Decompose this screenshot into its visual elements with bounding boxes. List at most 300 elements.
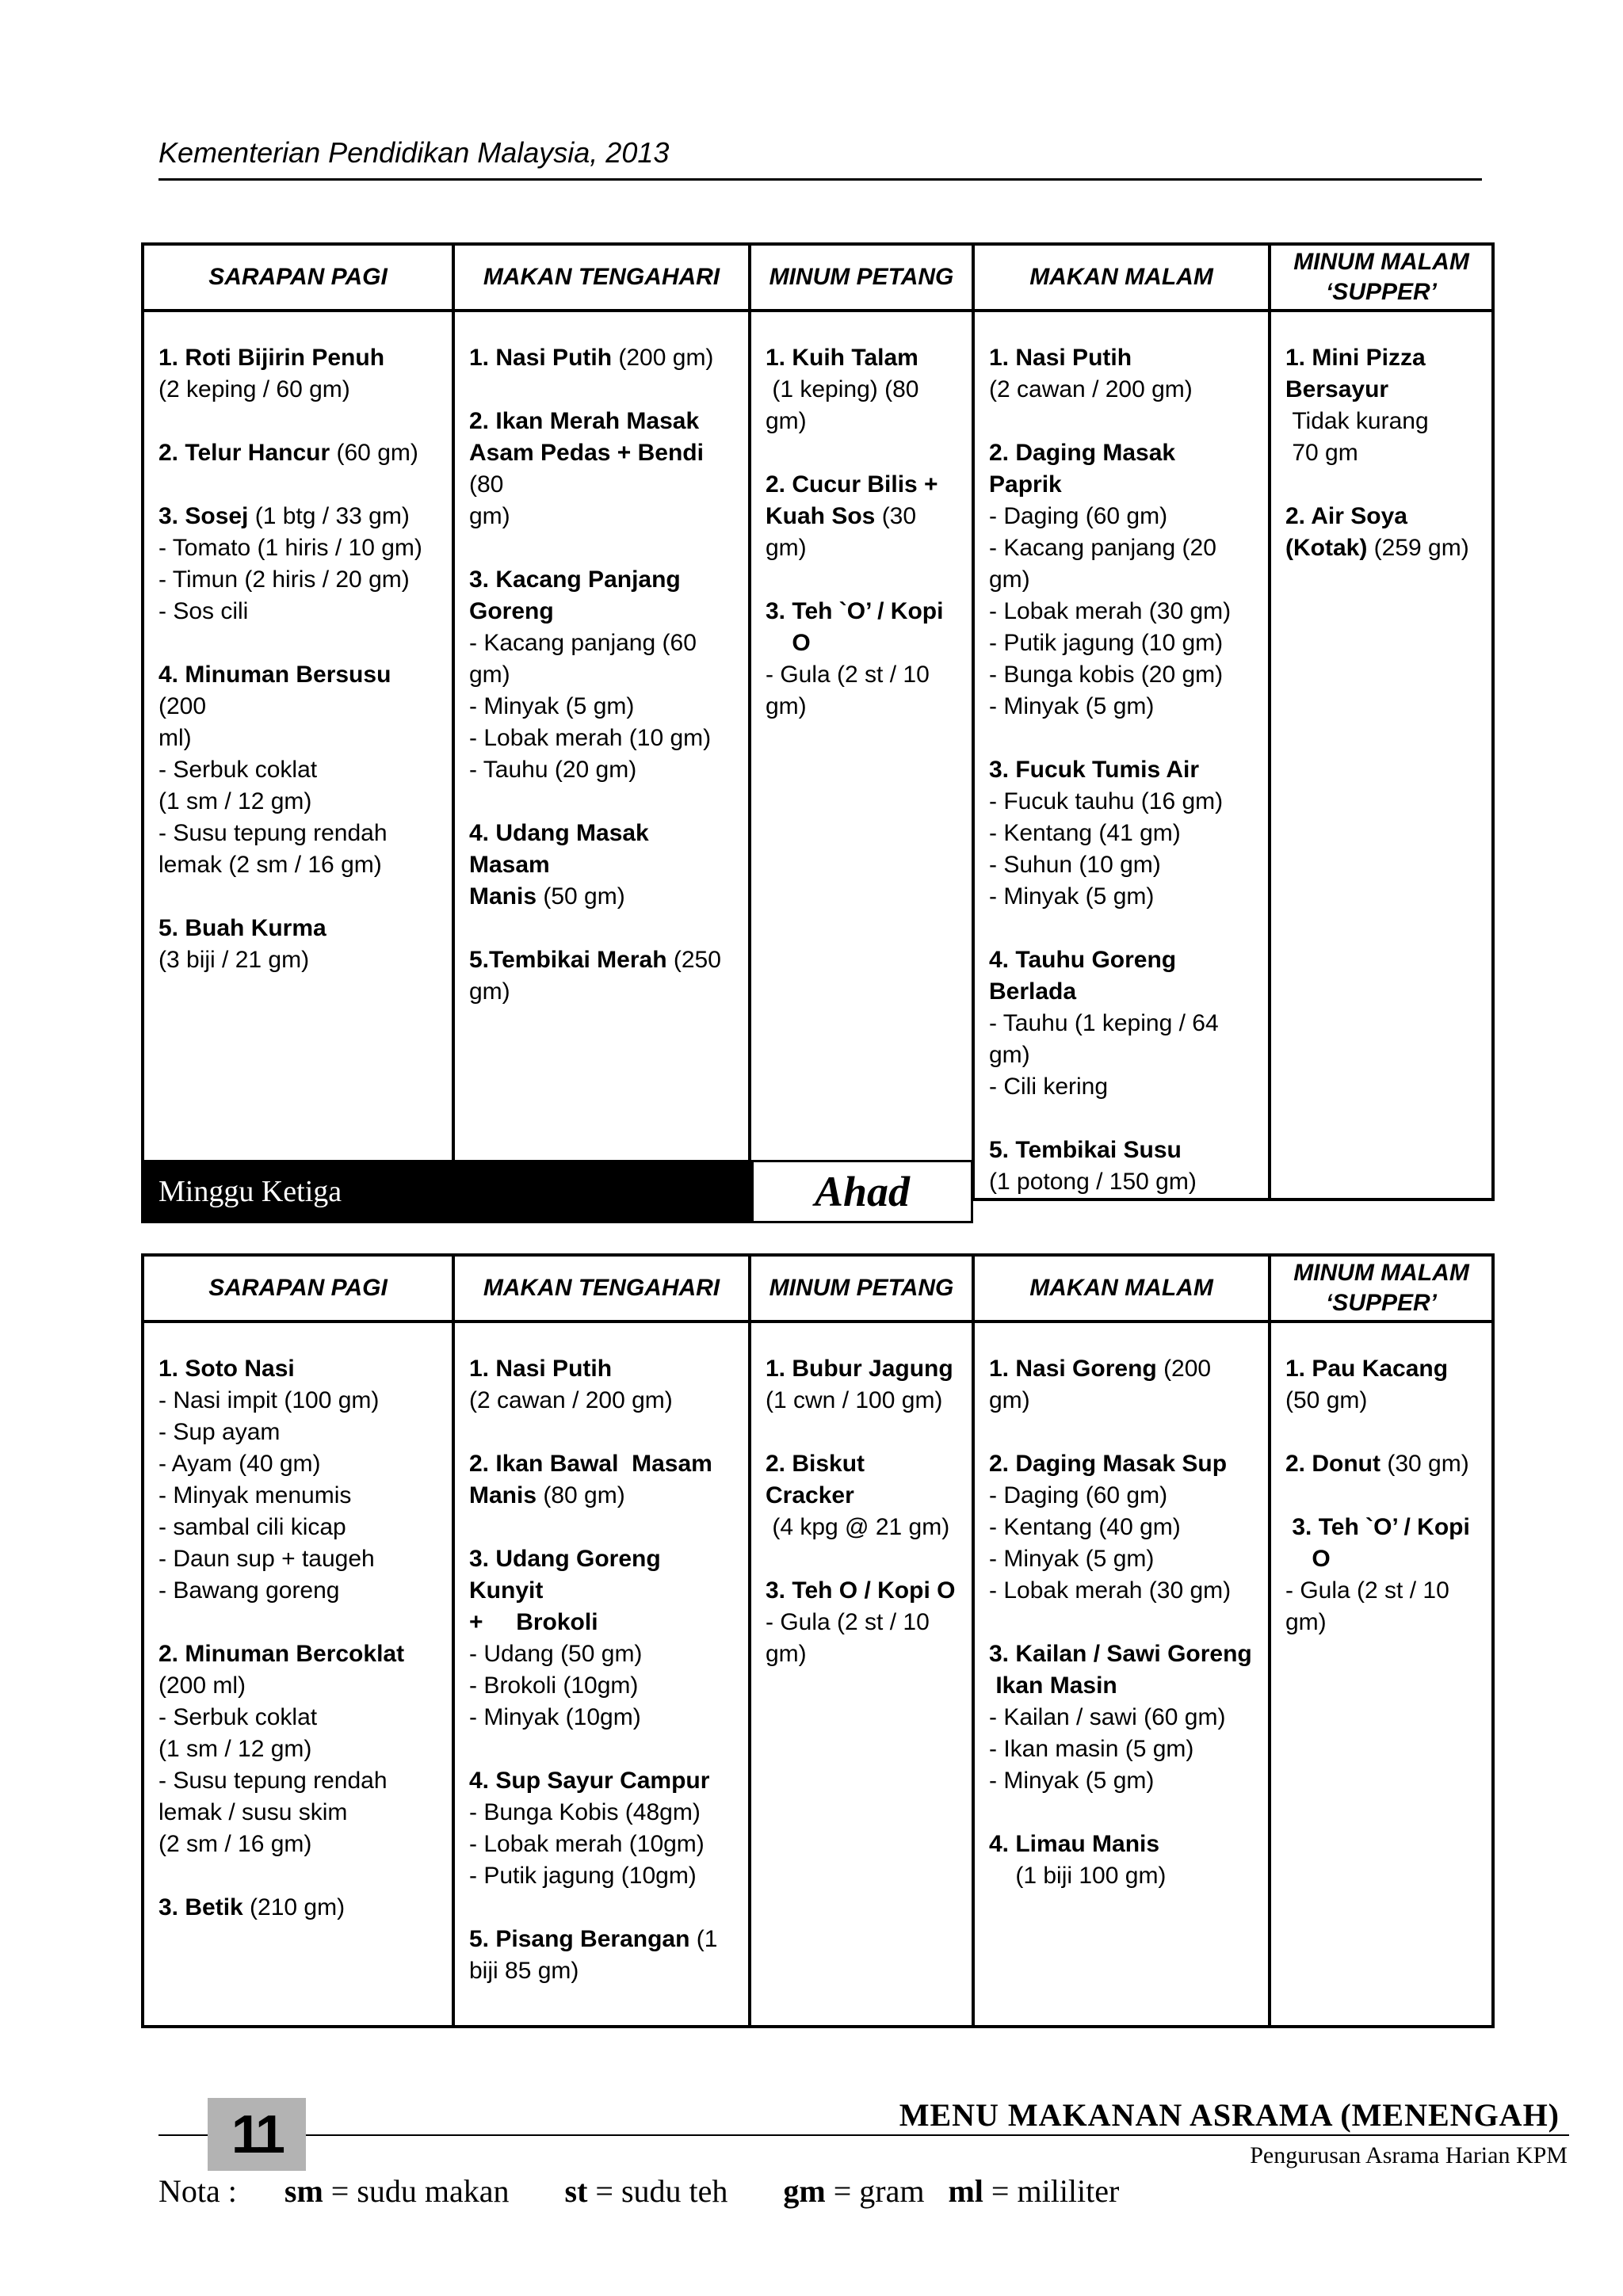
menu-line-bold: 2. Cucur Bilis +: [766, 471, 938, 498]
menu-line: [469, 723, 734, 754]
menu-line-bold: 5. Pisang Berangan: [469, 1926, 690, 1952]
menu-line-text: (1 btg / 33 gm): [248, 503, 410, 529]
menu-item: [766, 1448, 957, 1543]
menu-line-text: - Minyak menumis: [158, 1482, 352, 1508]
menu-line: [158, 374, 437, 406]
menu-line: [989, 627, 1254, 659]
menu-line-bold: Ikan Masin: [989, 1672, 1117, 1699]
menu-line-text: - Timun (2 hiris / 20 gm): [158, 566, 410, 593]
menu-line: [989, 1008, 1254, 1071]
menu-line: [158, 437, 437, 469]
nota-label: Nota :: [158, 2173, 237, 2209]
menu-line-bold: 2. Daging Masak Sup: [989, 1451, 1228, 1477]
menu-line: [766, 1512, 957, 1543]
menu-line-bold: Manis: [469, 883, 537, 910]
menu-line-text: - Bunga kobis (20 gm): [989, 662, 1224, 688]
menu-line-bold: Goreng: [469, 598, 554, 624]
menu-line-text: (1 biji 100 gm): [989, 1863, 1167, 1889]
menu-line: [989, 596, 1254, 627]
note-text: = sudu teh: [587, 2173, 728, 2209]
menu-line-bold: 1. Roti Bijirin Penuh: [158, 345, 385, 371]
menu-line-text: - Lobak merah (30 gm): [989, 598, 1232, 624]
menu-line-text: - Minyak (5 gm): [989, 1768, 1155, 1794]
menu-line-text: - Serbuk coklat: [158, 757, 318, 783]
col-header-makan-malam: MAKAN MALAM: [973, 1255, 1270, 1322]
menu-line-text: ml): [158, 725, 192, 751]
menu-line-bold: Asam Pedas + Bendi: [469, 440, 704, 466]
menu-line-text: (80 gm): [537, 1482, 625, 1508]
menu-line: [989, 342, 1254, 374]
menu-line-text: - Minyak (10gm): [469, 1704, 641, 1730]
menu-line: [1285, 1575, 1477, 1607]
menu-line-bold: O: [766, 630, 811, 656]
menu-item: [989, 944, 1254, 1103]
notes-legend: [158, 2172, 1119, 2210]
menu-line-text: lemak / susu skim: [158, 1799, 348, 1825]
menu-line: [766, 374, 957, 437]
menu-line-bold: 3. Teh O / Kopi O: [766, 1577, 956, 1604]
menu-line: [989, 849, 1254, 881]
menu-item: [766, 596, 957, 723]
menu-item: [766, 342, 957, 437]
cell-sarapan-pagi: [143, 311, 453, 1199]
menu-line-bold: 3. Teh `O’ / Kopi: [766, 598, 944, 624]
menu-line-text: - Nasi impit (100 gm): [158, 1387, 380, 1413]
menu-line-text: (1 sm / 12 gm): [158, 1736, 312, 1762]
menu-line: [158, 1702, 437, 1733]
page-number: 11: [208, 2098, 306, 2171]
note-abbr: st: [564, 2173, 588, 2209]
menu-line: [469, 627, 734, 691]
menu-line: [766, 1607, 957, 1638]
menu-line: [989, 1135, 1254, 1166]
menu-item: [469, 1765, 734, 1892]
menu-line: [158, 501, 437, 532]
menu-line-bold: 4. Tauhu Goreng: [989, 947, 1177, 973]
menu-line: [469, 1702, 734, 1733]
menu-line-text: - Sup ayam: [158, 1419, 281, 1445]
menu-line: [158, 1353, 437, 1385]
menu-line-text: (200 ml): [158, 1672, 246, 1699]
menu-line: [989, 1543, 1254, 1575]
menu-item: [989, 1829, 1254, 1892]
menu-item: [989, 437, 1254, 723]
menu-line-bold: 4. Limau Manis: [989, 1831, 1160, 1857]
menu-line-text: - Daging (60 gm): [989, 1482, 1168, 1508]
menu-line: [469, 1955, 734, 1987]
menu-line-bold: 3. Kailan / Sawi Goreng: [989, 1641, 1252, 1667]
menu-line: [469, 342, 734, 374]
menu-table-ahad: [141, 1253, 1495, 2028]
menu-line-text: - Suhun (10 gm): [989, 852, 1161, 878]
menu-item: [1285, 501, 1477, 564]
menu-line: [469, 691, 734, 723]
menu-item: [1285, 1512, 1477, 1638]
menu-line: [158, 1543, 437, 1575]
col-header-makan-tengahari: MAKAN TENGAHARI: [453, 244, 750, 311]
menu-item: [766, 1353, 957, 1417]
menu-line: [766, 342, 957, 374]
menu-line: [1285, 532, 1477, 564]
menu-line: [469, 1860, 734, 1892]
menu-line-bold: 1. Kuih Talam: [766, 345, 918, 371]
menu-line-bold: 1. Nasi Putih: [469, 1356, 613, 1382]
menu-line-text: (1 keping) (80 gm): [766, 376, 926, 434]
col-header-minum-malam-supper: MINUM MALAM ‘SUPPER’: [1270, 244, 1493, 311]
menu-line: [469, 406, 734, 437]
menu-line: [469, 818, 734, 881]
menu-line-text: gm): [766, 693, 807, 719]
menu-line: [158, 532, 437, 564]
col-header-minum-petang: MINUM PETANG: [750, 1255, 973, 1322]
menu-line-text: (30 gm): [1381, 1451, 1469, 1477]
menu-line-text: (2 keping / 60 gm): [158, 376, 350, 402]
menu-line-bold: 5. Tembikai Susu: [989, 1137, 1182, 1163]
menu-item: [158, 913, 437, 976]
menu-line: [1285, 374, 1477, 406]
menu-line-bold: 3. Betik: [158, 1894, 243, 1920]
menu-line: [158, 1733, 437, 1765]
menu-line-bold: 1. Soto Nasi: [158, 1356, 295, 1382]
menu-line-text: biji 85 gm): [469, 1958, 579, 1984]
col-header-minum-petang: MINUM PETANG: [750, 244, 973, 311]
menu-line-bold: 2. Ikan Bawal Masam: [469, 1451, 712, 1477]
menu-item: [158, 501, 437, 627]
menu-line-bold: 4. Sup Sayur Campur: [469, 1768, 710, 1794]
menu-line-text: - Serbuk coklat: [158, 1704, 318, 1730]
menu-item: [158, 659, 437, 881]
menu-line-text: - Bawang goreng: [158, 1577, 340, 1604]
menu-line: [158, 818, 437, 849]
menu-line: [989, 754, 1254, 786]
menu-line-text: - sambal cili kicap: [158, 1514, 346, 1540]
menu-line: [989, 786, 1254, 818]
menu-line-text: - Susu tepung rendah: [158, 820, 388, 846]
menu-line-bold: 1. Pau Kacang: [1285, 1356, 1449, 1382]
menu-line-text: gm): [469, 978, 510, 1005]
menu-line: [989, 944, 1254, 976]
menu-item: [158, 1892, 437, 1924]
col-header-minum-malam-supper: MINUM MALAM ‘SUPPER’: [1270, 1255, 1493, 1322]
menu-line-text: - Kailan / sawi (60 gm): [989, 1704, 1226, 1730]
menu-line: [989, 1575, 1254, 1607]
menu-line: [766, 1385, 957, 1417]
menu-line: [469, 976, 734, 1008]
menu-item: [1285, 342, 1477, 469]
menu-line: [158, 659, 437, 723]
menu-item: [989, 1638, 1254, 1797]
menu-line: [766, 1448, 957, 1512]
menu-line-bold: 3. Kacang Panjang: [469, 566, 681, 593]
menu-line-text: (30 gm): [766, 503, 923, 561]
menu-line: [766, 501, 957, 564]
menu-line-bold: 3. Teh `O’ / Kopi: [1285, 1514, 1470, 1540]
menu-line-text: - Minyak (5 gm): [989, 1546, 1155, 1572]
menu-line-text: - Daging (60 gm): [989, 503, 1168, 529]
menu-line: [989, 1829, 1254, 1860]
menu-line-bold: Manis: [469, 1482, 537, 1508]
menu-line-bold: 1. Nasi Putih: [469, 345, 613, 371]
menu-line: [469, 944, 734, 976]
menu-line: [1285, 406, 1477, 437]
menu-item: [158, 1638, 437, 1860]
menu-line-text: - Kacang panjang (20 gm): [989, 535, 1224, 593]
menu-line-text: gm): [1285, 1609, 1327, 1635]
menu-line: [989, 1480, 1254, 1512]
menu-line: [989, 1765, 1254, 1797]
menu-line: [158, 564, 437, 596]
menu-line: [989, 437, 1254, 501]
cell-makan-malam: [973, 1322, 1270, 2027]
menu-item: [469, 1543, 734, 1733]
menu-line-text: 70 gm: [1285, 440, 1358, 466]
week-label: Minggu Ketiga: [158, 1175, 342, 1208]
menu-line-bold: 2. Telur Hancur: [158, 440, 330, 466]
menu-line: [158, 1448, 437, 1480]
menu-line: [469, 596, 734, 627]
menu-line-text: gm): [766, 1641, 807, 1667]
menu-item: [469, 564, 734, 786]
menu-line-bold: O: [1285, 1546, 1331, 1572]
menu-item: [469, 1924, 734, 1987]
menu-line-text: - Lobak merah (10gm): [469, 1831, 705, 1857]
menu-item: [469, 342, 734, 374]
menu-line: [989, 1733, 1254, 1765]
menu-line: [469, 754, 734, 786]
menu-line: [989, 374, 1254, 406]
menu-line-text: - Ikan masin (5 gm): [989, 1736, 1194, 1762]
menu-line-text: - Gula (2 st / 10: [766, 662, 930, 688]
menu-line: [469, 1353, 734, 1385]
menu-line-text: - Fucuk tauhu (16 gm): [989, 788, 1224, 814]
menu-line-bold: 2. Donut: [1285, 1451, 1381, 1477]
menu-line-bold: (Kotak): [1285, 535, 1368, 561]
menu-line-text: - Kacang panjang (60 gm): [469, 630, 704, 688]
menu-line-text: (250: [666, 947, 721, 973]
menu-line: [1285, 1607, 1477, 1638]
menu-line: [469, 1797, 734, 1829]
menu-line-text: - Tomato (1 hiris / 10 gm): [158, 535, 422, 561]
menu-line-text: - Tauhu (20 gm): [469, 757, 637, 783]
menu-line: [989, 1860, 1254, 1892]
menu-item: [158, 342, 437, 406]
menu-line: [989, 1670, 1254, 1702]
menu-line-bold: 4. Minuman Bersusu: [158, 662, 391, 688]
menu-item: [1285, 1448, 1477, 1480]
menu-line-text: - Bunga Kobis (48gm): [469, 1799, 701, 1825]
cell-makan-malam: [973, 311, 1270, 1199]
menu-line-text: (4 kpg @ 21 gm): [766, 1514, 950, 1540]
menu-item: [989, 342, 1254, 406]
menu-line: [469, 1448, 734, 1480]
menu-line: [469, 1607, 734, 1638]
menu-line-text: (200 gm): [989, 1356, 1218, 1413]
menu-line-text: (200 gm): [612, 345, 714, 371]
menu-line-text: gm): [469, 503, 510, 529]
note-text: = mililiter: [983, 2173, 1120, 2209]
menu-line-bold: 3. Sosej: [158, 503, 249, 529]
menu-line-bold: 1. Nasi Putih: [989, 345, 1132, 371]
menu-line: [158, 754, 437, 786]
menu-line: [469, 1765, 734, 1797]
menu-line-bold: 2. Air Soya: [1285, 503, 1407, 529]
menu-item: [158, 437, 437, 469]
menu-line-text: - Udang (50 gm): [469, 1641, 643, 1667]
menu-line: [158, 1765, 437, 1797]
menu-line-text: lemak (2 sm / 16 gm): [158, 852, 382, 878]
menu-line-text: - Ayam (40 gm): [158, 1451, 321, 1477]
menu-line: [158, 723, 437, 754]
menu-item: [989, 1353, 1254, 1417]
menu-line: [1285, 1385, 1477, 1417]
menu-line: [989, 1638, 1254, 1670]
menu-line-bold: 4. Udang Masak Masam: [469, 820, 656, 878]
menu-line-text: (1 potong / 150 gm): [989, 1169, 1197, 1195]
header-rule: [158, 178, 1482, 181]
menu-line: [1285, 1543, 1477, 1575]
menu-line-text: - Minyak (5 gm): [989, 693, 1155, 719]
menu-line: [469, 1924, 734, 1955]
menu-line: [766, 627, 957, 659]
footer-title: MENU MAKANAN ASRAMA (MENENGAH): [899, 2097, 1560, 2133]
note-abbr: ml: [948, 2173, 983, 2209]
menu-line: [158, 849, 437, 881]
menu-line: [989, 532, 1254, 596]
menu-line: [158, 342, 437, 374]
menu-line-text: (1 sm / 12 gm): [158, 788, 312, 814]
menu-line: [158, 1892, 437, 1924]
cell-makan-tengahari: [453, 1322, 750, 2027]
menu-line: [469, 1829, 734, 1860]
menu-line: [766, 1638, 957, 1670]
footer-subtitle: Pengurusan Asrama Harian KPM: [1250, 2142, 1568, 2168]
menu-line: [989, 1071, 1254, 1103]
day-label: Ahad: [751, 1160, 973, 1223]
note-abbr: sm: [284, 2173, 323, 2209]
note-abbr: gm: [783, 2173, 826, 2209]
menu-line-text: (2 sm / 16 gm): [158, 1831, 312, 1857]
menu-line: [158, 1385, 437, 1417]
menu-table-previous-day: [141, 242, 1495, 1201]
menu-item: [469, 818, 734, 913]
menu-item: [989, 1448, 1254, 1607]
menu-item: [469, 1353, 734, 1417]
menu-line: [1285, 1448, 1477, 1480]
menu-line: [989, 881, 1254, 913]
menu-line-text: (60 gm): [330, 440, 418, 466]
menu-line: [989, 1353, 1254, 1417]
menu-line-bold: 2. Daging Masak Paprik: [989, 440, 1182, 498]
menu-line: [158, 1480, 437, 1512]
menu-line-text: - Minyak (5 gm): [989, 883, 1155, 910]
menu-line: [158, 1512, 437, 1543]
menu-line-text: - Kentang (40 gm): [989, 1514, 1181, 1540]
menu-item: [469, 944, 734, 1008]
menu-line-bold: + Brokoli: [469, 1609, 598, 1635]
menu-line: [1285, 437, 1477, 469]
menu-line: [469, 1543, 734, 1607]
menu-line: [469, 1385, 734, 1417]
menu-line: [766, 691, 957, 723]
menu-line-bold: 3. Fucuk Tumis Air: [989, 757, 1200, 783]
menu-line: [989, 1512, 1254, 1543]
menu-line-text: - Putik jagung (10gm): [469, 1863, 697, 1889]
menu-item: [766, 469, 957, 564]
menu-line: [158, 1829, 437, 1860]
menu-line: [1285, 1353, 1477, 1385]
note-text: = gram: [825, 2173, 925, 2209]
menu-line-bold: 1. Mini Pizza: [1285, 345, 1426, 371]
menu-line-bold: Berlada: [989, 978, 1077, 1005]
menu-line: [989, 818, 1254, 849]
menu-line: [158, 1638, 437, 1670]
menu-line: [766, 659, 957, 691]
menu-line-bold: 1. Nasi Goreng: [989, 1356, 1157, 1382]
footer-rule: [158, 2134, 1569, 2136]
menu-line-text: - Daun sup + taugeh: [158, 1546, 375, 1572]
menu-line-text: (50 gm): [537, 883, 625, 910]
col-header-makan-tengahari: MAKAN TENGAHARI: [453, 1255, 750, 1322]
menu-line-text: - Gula (2 st / 10: [766, 1609, 930, 1635]
menu-line: [989, 1448, 1254, 1480]
menu-line: [766, 469, 957, 501]
menu-line-text: - Susu tepung rendah: [158, 1768, 388, 1794]
menu-line-text: (2 cawan / 200 gm): [469, 1387, 673, 1413]
menu-line: [469, 564, 734, 596]
menu-line: [158, 1417, 437, 1448]
menu-line: [158, 1575, 437, 1607]
menu-item: [469, 1448, 734, 1512]
menu-line: [766, 596, 957, 627]
menu-item: [469, 406, 734, 532]
menu-line-text: - Minyak (5 gm): [469, 693, 635, 719]
menu-line-bold: 1. Bubur Jagung: [766, 1356, 953, 1382]
menu-line-bold: 3. Udang Goreng Kunyit: [469, 1546, 668, 1604]
menu-line: [989, 1702, 1254, 1733]
menu-line-text: - Tauhu (1 keping / 64 gm): [989, 1010, 1225, 1068]
menu-line-text: Tidak kurang: [1285, 408, 1429, 434]
menu-line-text: - Sos cili: [158, 598, 249, 624]
note-text: = sudu makan: [323, 2173, 510, 2209]
cell-minum-petang: [750, 311, 973, 1199]
menu-line: [766, 1575, 957, 1607]
menu-line-text: - Kentang (41 gm): [989, 820, 1181, 846]
menu-item: [158, 1353, 437, 1607]
menu-line-bold: 5. Buah Kurma: [158, 915, 327, 941]
menu-line-text: - Brokoli (10gm): [469, 1672, 639, 1699]
menu-line-text: - Cili kering: [989, 1074, 1109, 1100]
menu-line: [989, 501, 1254, 532]
menu-line-text: (1: [689, 1926, 718, 1952]
menu-line: [469, 437, 734, 501]
menu-line-text: (259 gm): [1367, 535, 1469, 561]
menu-line-bold: Bersayur: [1285, 376, 1389, 402]
menu-line: [1285, 501, 1477, 532]
menu-line-bold: 2. Minuman Bercoklat: [158, 1641, 405, 1667]
menu-line-bold: Kuah Sos: [766, 503, 876, 529]
document-header-title: Kementerian Pendidikan Malaysia, 2013: [158, 136, 670, 169]
menu-line-text: (80: [469, 440, 711, 498]
col-header-sarapan-pagi: SARAPAN PAGI: [143, 1255, 453, 1322]
menu-line: [158, 944, 437, 976]
menu-line: [469, 1480, 734, 1512]
menu-line: [469, 881, 734, 913]
menu-line-text: (2 cawan / 200 gm): [989, 376, 1193, 402]
menu-line: [1285, 1512, 1477, 1543]
menu-line-text: (200: [158, 662, 398, 719]
menu-line: [989, 1166, 1254, 1198]
menu-line: [989, 691, 1254, 723]
